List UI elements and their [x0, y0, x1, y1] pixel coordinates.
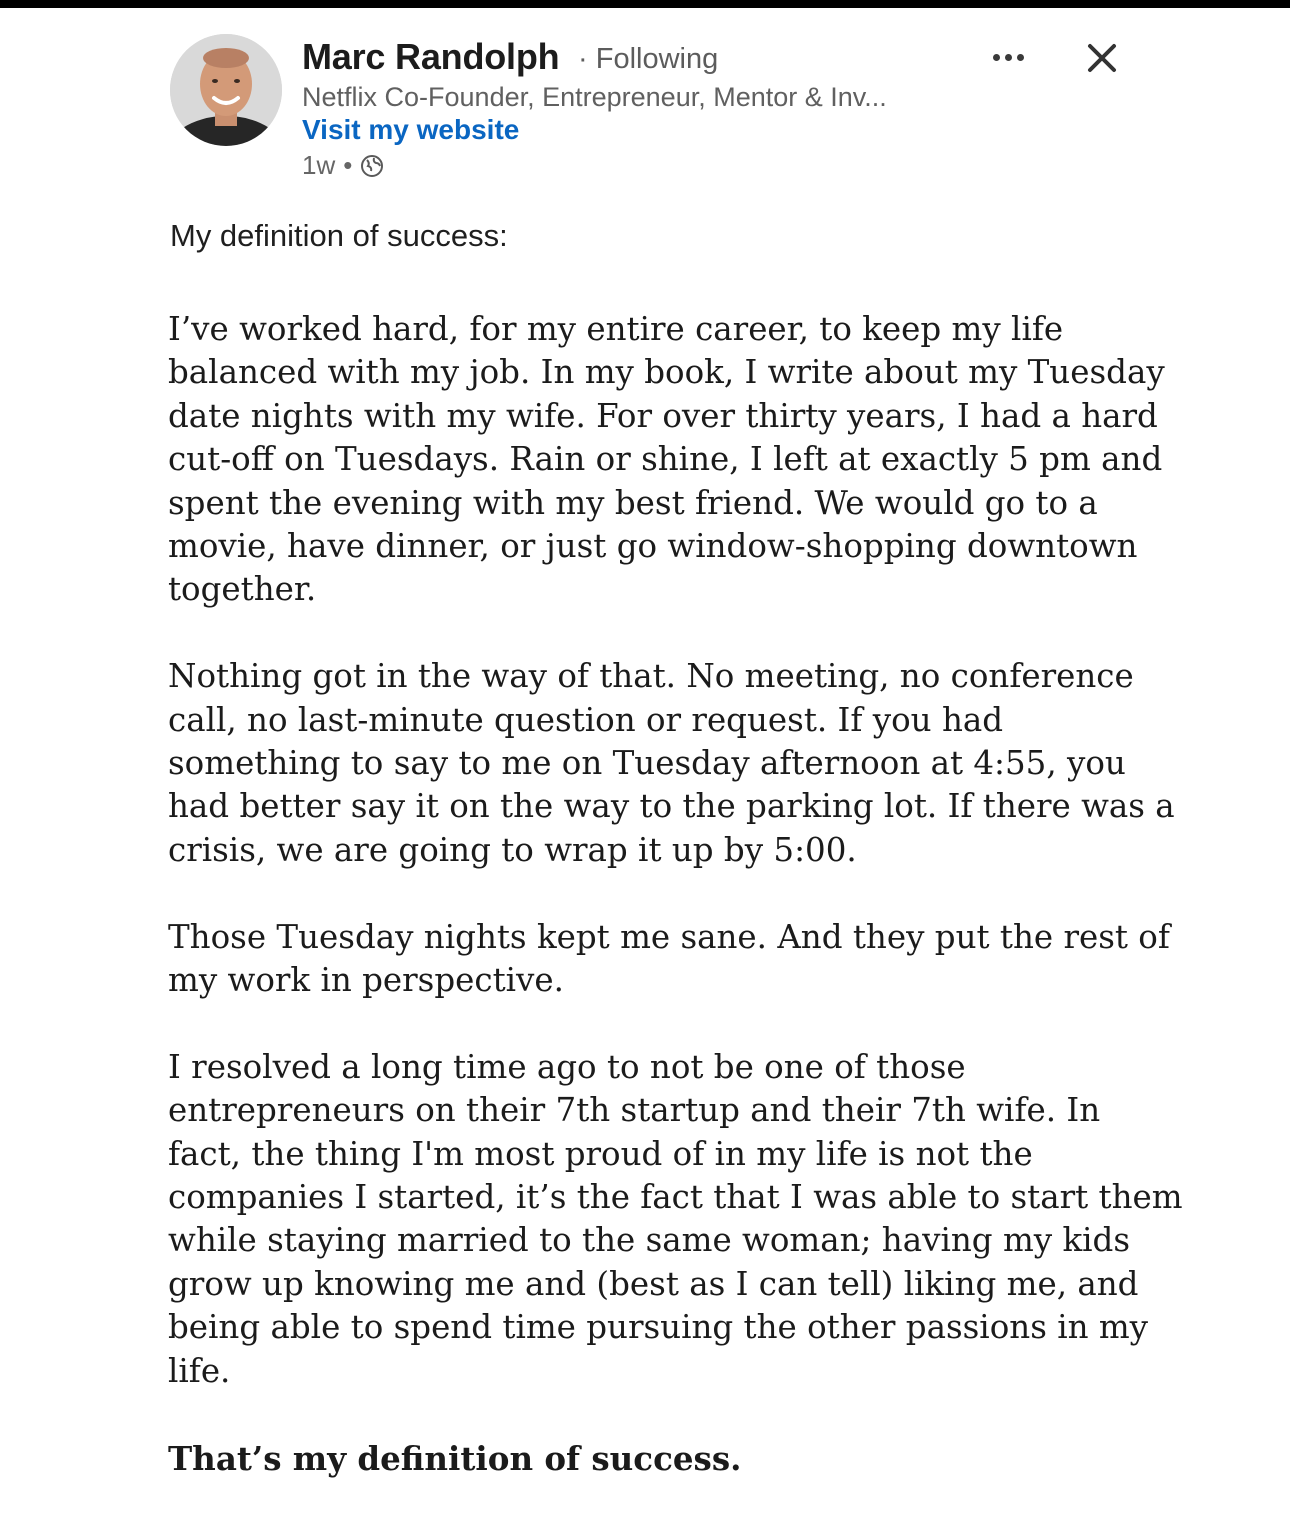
text-line: call, no last-minute question or request. If you had — [168, 700, 1004, 739]
post-intro: My definition of success: — [170, 218, 508, 253]
linkedin-post — [0, 8, 1290, 1531]
text-line: cut-off on Tuesdays. Rain or shine, I left at exactly 5 pm and — [168, 440, 1163, 479]
paragraph-spacer — [168, 872, 1108, 915]
paragraph-spacer — [168, 1002, 1108, 1045]
text-line: entrepreneurs on their 7th startup and their 7th wife. In — [168, 1091, 1101, 1130]
text-line: Those Tuesday nights kept me sane. And they put the rest of — [168, 917, 1170, 956]
text-line: I’ve worked hard, for my entire career, to keep my life — [168, 310, 1064, 348]
text-line: date nights with my wife. For over thirty years, I had a hard — [168, 396, 1158, 435]
post-meta — [302, 150, 384, 181]
text-line: life. — [168, 1351, 231, 1390]
paragraph-spacer — [168, 612, 1108, 655]
paragraph-2 — [168, 655, 1175, 872]
text-line: Nothing got in the way of that. No meeting, no conference — [168, 657, 1134, 696]
author-name[interactable]: Marc Randolph — [302, 36, 560, 77]
follow-status[interactable]: Following — [595, 43, 719, 75]
text-line: crisis, we are going to wrap it up by 5:00. — [168, 830, 857, 869]
closing-line: That’s my definition of success. — [168, 1438, 742, 1478]
text-line: movie, have dinner, or just go window-shopping downtown — [168, 527, 1138, 566]
text-line: I resolved a long time ago to not be one of those — [168, 1047, 966, 1086]
text-line: together. — [168, 570, 317, 609]
author-avatar[interactable] — [170, 34, 282, 146]
name-separator: · — [578, 43, 588, 75]
paragraph-spacer — [168, 1393, 1108, 1436]
text-line: balanced with my job. In my book, I write about my Tuesday — [168, 353, 1165, 392]
text-line: while staying married to the same woman; having my kids — [168, 1221, 1131, 1260]
visit-website-link[interactable]: Visit my website — [302, 114, 520, 145]
author-headline: Netflix Co-Founder, Entrepreneur, Mentor & Inv... — [302, 82, 887, 112]
follow-info — [578, 43, 718, 76]
text-line: grow up knowing me and (best as I can tell) liking me, and — [168, 1264, 1139, 1303]
post-body — [168, 308, 1183, 1480]
text-line: spent the evening with my best friend. We would go to a — [168, 483, 1098, 522]
paragraph-closing — [168, 1437, 1108, 1480]
post-time: 1w — [302, 150, 336, 180]
more-options-icon[interactable] — [986, 42, 1030, 72]
text-line: my work in perspective. — [168, 961, 564, 1000]
paragraph-1 — [168, 308, 1165, 612]
text-line: something to say to me on Tuesday afternoon at 4:55, you — [168, 744, 1126, 783]
close-icon[interactable] — [1082, 38, 1122, 78]
top-edge-bar — [0, 0, 1290, 8]
paragraph-4 — [168, 1046, 1183, 1393]
text-line: companies I started, it’s the fact that I was able to start them — [168, 1178, 1183, 1217]
globe-icon — [360, 154, 384, 178]
text-line: had better say it on the way to the parking lot. If there was a — [168, 787, 1175, 826]
meta-separator: • — [343, 150, 353, 180]
avatar-portrait — [170, 34, 282, 146]
paragraph-3 — [168, 916, 1170, 1003]
text-line: fact, the thing I'm most proud of in my life is not the — [168, 1134, 1033, 1173]
text-line: being able to spend time pursuing the other passions in my — [168, 1308, 1149, 1347]
